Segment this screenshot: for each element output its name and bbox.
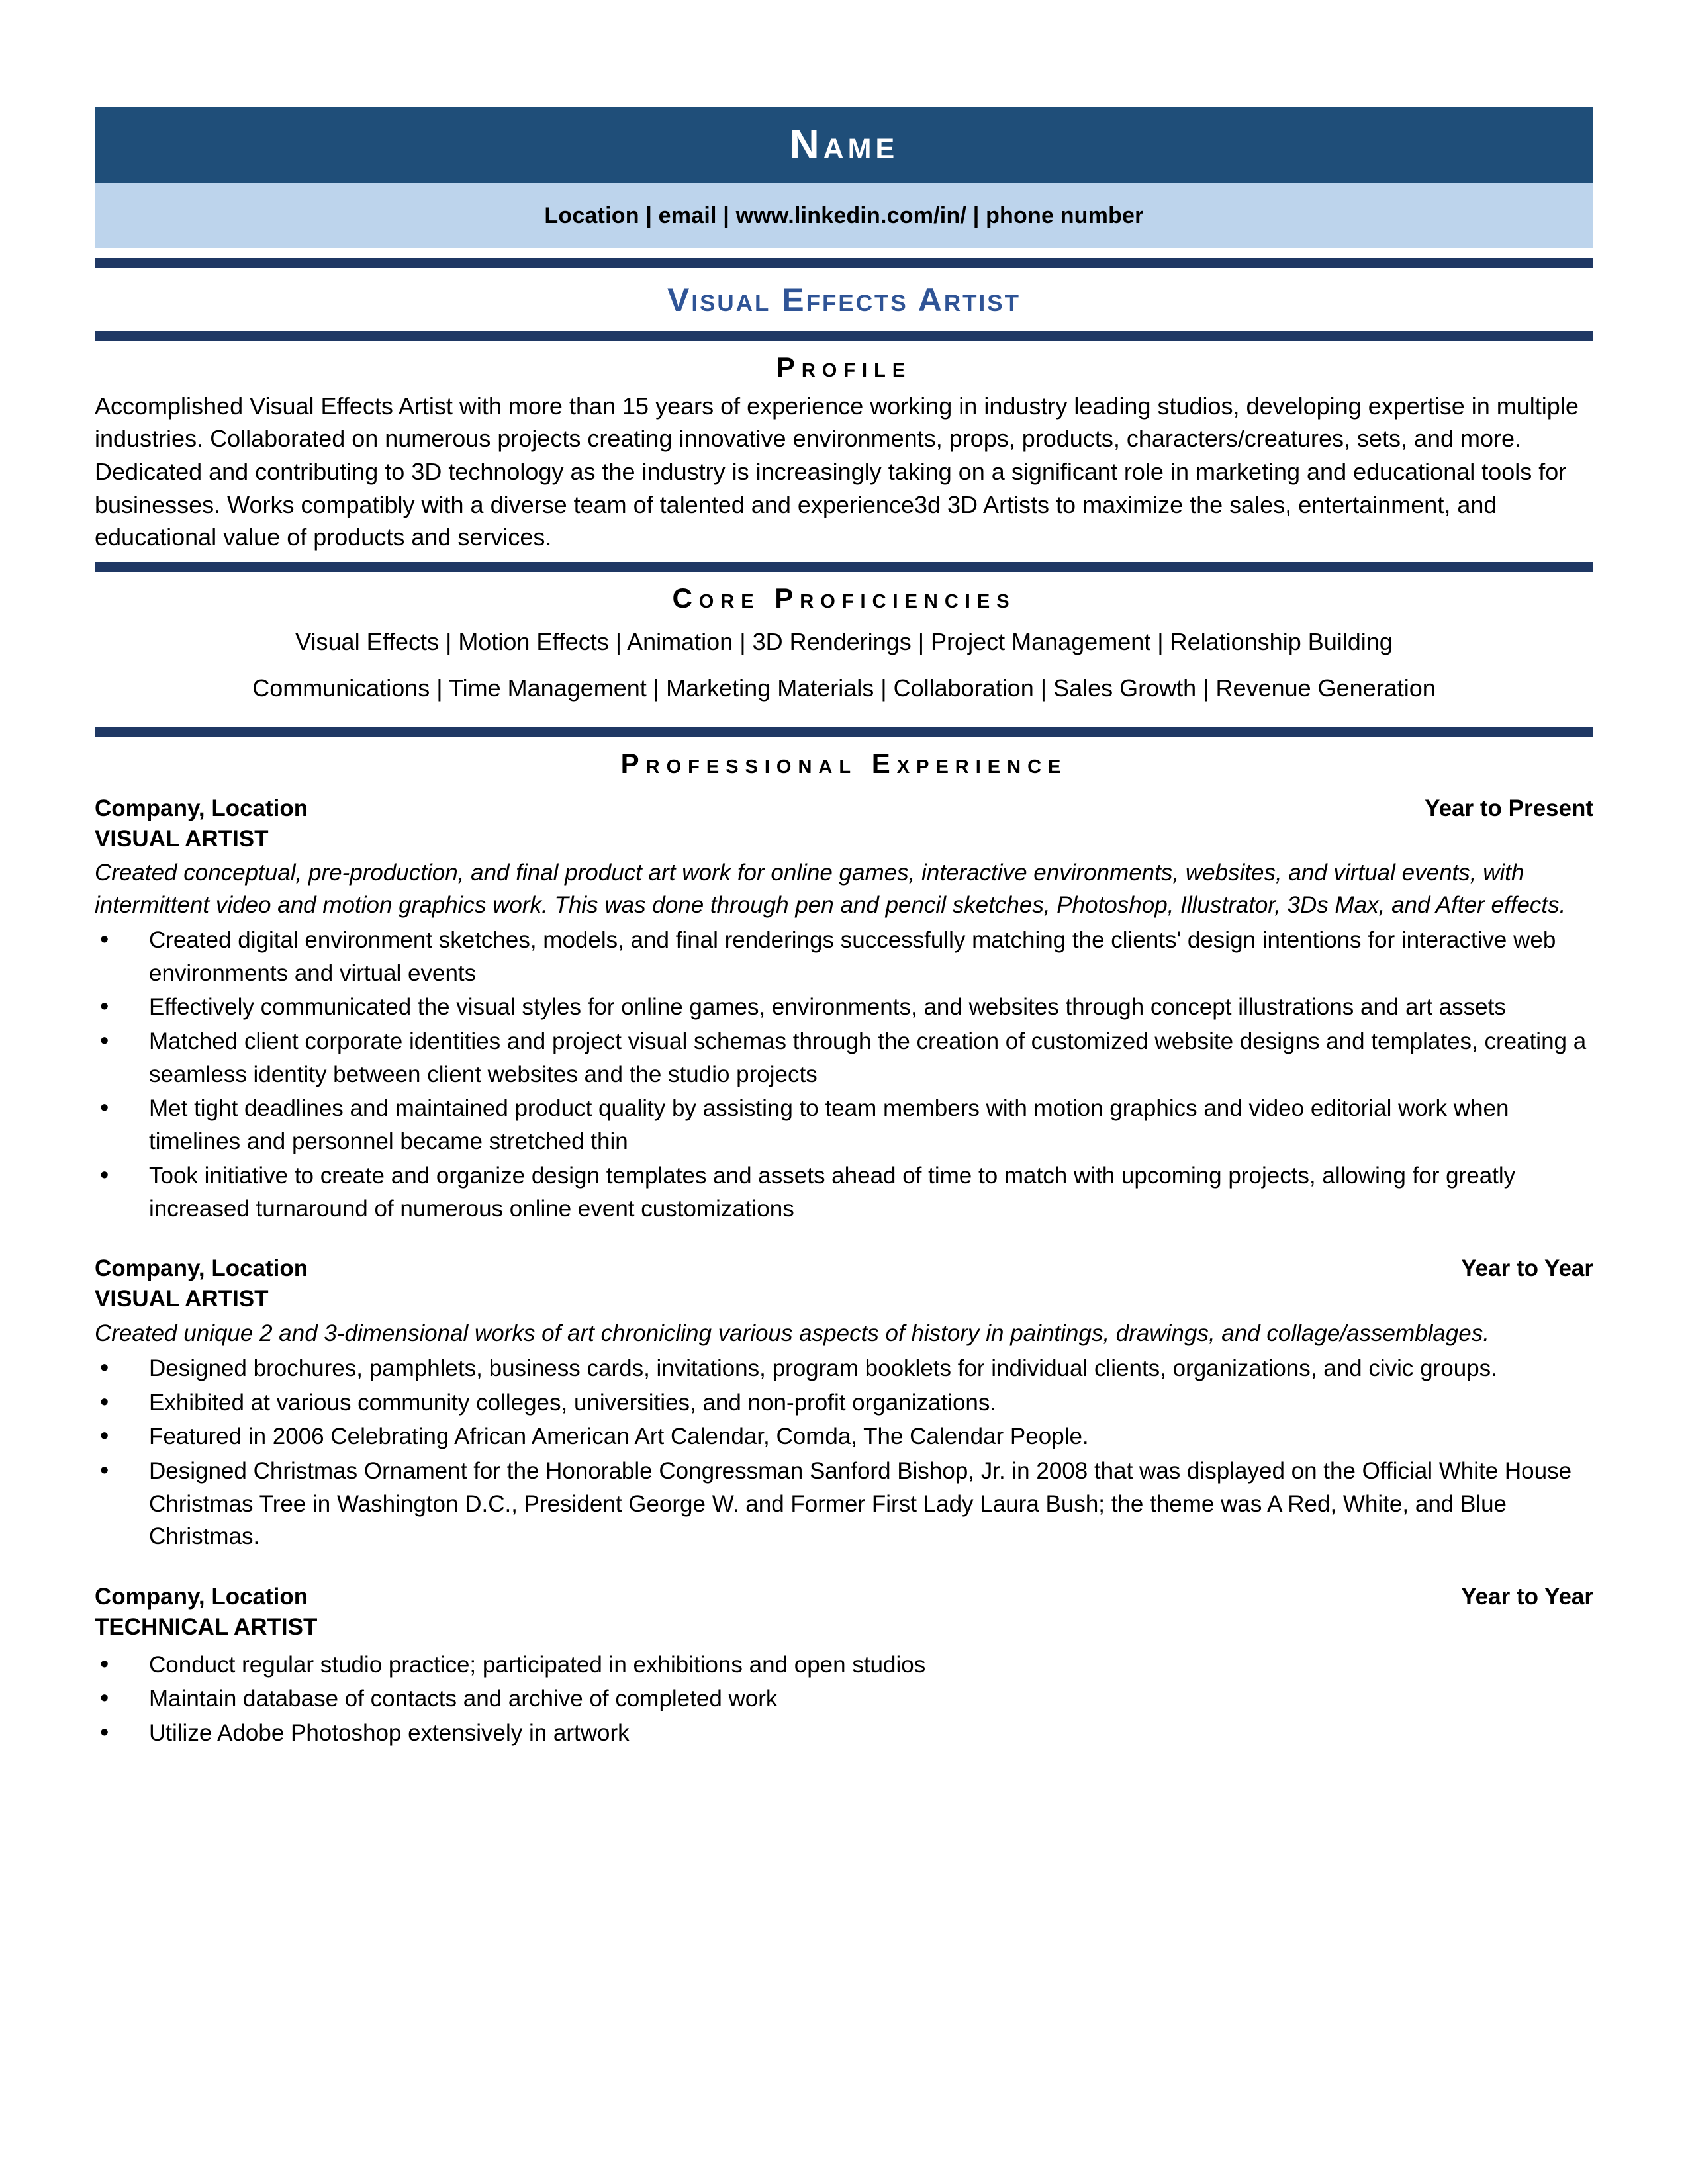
list-item: • Took initiative to create and organize design templates and assets ahead of time to match with upcoming projects, allowing for greatly increased turnaround of numerous online event customizations — [95, 1160, 1593, 1225]
name-banner — [95, 107, 1593, 183]
job-summary: Created conceptual, pre-production, and final product art work for online games, interactive environments, websites, and virtual events, with intermittent video and motion graphics work. This was done through pen and pencil sketches, Photoshop, Illustrator, 3Ds Max, and After effects. — [95, 860, 1566, 918]
company-location: Company, Location — [95, 795, 308, 821]
experience-entry — [95, 794, 1593, 1225]
job-summary: Created unique 2 and 3-dimensional works of art chronicling various aspects of history in paintings, drawings, and collage/assemblages. — [95, 1320, 1489, 1346]
core-proficiencies-line-1: Visual Effects | Motion Effects | Animation | 3D Renderings | Project Management | Relationship Building — [295, 628, 1393, 656]
employment-dates: Year to Year — [1461, 1255, 1593, 1282]
resume-content-column — [95, 0, 1593, 1751]
company-location: Company, Location — [95, 1255, 308, 1282]
list-item: • Created digital environment sketches, models, and final renderings successfully matching the clients' design intentions for interactive web environments and virtual events — [95, 924, 1593, 989]
list-item: • Utilize Adobe Photoshop extensively in artwork — [95, 1717, 1593, 1750]
experience-header-row — [95, 1582, 1593, 1612]
experience-entry — [95, 1582, 1593, 1750]
job-bullet-list — [95, 1352, 1593, 1553]
job-bullet-list — [95, 924, 1593, 1225]
list-item: • Designed brochures, pamphlets, business cards, invitations, program booklets for individual clients, organizations, and civic groups. — [95, 1352, 1593, 1385]
list-item: • Designed Christmas Ornament for the Honorable Congressman Sanford Bishop, Jr. in 2008 that was displayed on the Official White House Christmas Tree in Washington D.C., President George W. and Former First Lady Laura Bush; the theme was A Red, White, and Blue Christmas. — [95, 1455, 1593, 1553]
job-role-title: TECHNICAL ARTIST — [95, 1614, 318, 1640]
divider-above-professional-experience — [95, 727, 1593, 737]
list-item: • Effectively communicated the visual styles for online games, environments, and websites through concept illustrations and art assets — [95, 991, 1593, 1024]
spacer-before-experience-divider — [95, 711, 1593, 727]
profile-paragraph: Accomplished Visual Effects Artist with more than 15 years of experience working in industry leading studios, developing expertise in multiple industries. Collaborated on numerous projects creating innovative environments, props, products, characters/creatures, sets, and more. Dedicated and contributing to 3D technology as the industry is increasingly taking on a significant role in marketing and educational tools for businesses. Works compatibly with a diverse team of talented and experience3d 3D Artists to maximize the sales, entertainment, and educational value of products and services. — [95, 392, 1579, 551]
list-item: • Exhibited at various community colleges, universities, and non-profit organizations. — [95, 1387, 1593, 1420]
section-heading-profile: Profile — [776, 351, 912, 383]
job-role-title: VISUAL ARTIST — [95, 1285, 269, 1312]
experience-header-row — [95, 794, 1593, 823]
divider-above-job-title — [95, 258, 1593, 268]
list-item: • Conduct regular studio practice; participated in exhibitions and open studios — [95, 1649, 1593, 1682]
spacer-after-contact — [95, 248, 1593, 258]
core-proficiencies-line-2: Communications | Time Management | Marketing Materials | Collaboration | Sales Growth | Revenue Generation — [252, 674, 1436, 702]
list-item: • Maintain database of contacts and archive of completed work — [95, 1682, 1593, 1715]
section-heading-professional-experience: Professional Experience — [620, 747, 1068, 779]
divider-above-core-proficiencies — [95, 562, 1593, 572]
employment-dates: Year to Present — [1425, 795, 1593, 821]
job-bullet-list — [95, 1649, 1593, 1750]
professional-title: Visual Effects Artist — [667, 281, 1021, 318]
list-item: • Matched client corporate identities and project visual schemas through the creation of customized website designs and templates, creating a seamless identity between client websites and the studio projects — [95, 1025, 1593, 1091]
job-role-title: VISUAL ARTIST — [95, 825, 269, 852]
section-heading-core-proficiencies: Core Proficiencies — [672, 582, 1016, 614]
experience-header-row — [95, 1254, 1593, 1283]
list-item: • Met tight deadlines and maintained product quality by assisting to team members with motion graphics and video editorial work when timelines and personnel became stretched thin — [95, 1092, 1593, 1158]
list-item: • Featured in 2006 Celebrating African American Art Calendar, Comda, The Calendar People. — [95, 1420, 1593, 1453]
divider-above-profile — [95, 331, 1593, 341]
experience-entry — [95, 1254, 1593, 1553]
page-title: Name — [789, 122, 899, 167]
company-location: Company, Location — [95, 1584, 308, 1610]
contact-banner — [95, 183, 1593, 248]
employment-dates: Year to Year — [1461, 1584, 1593, 1610]
contact-line: Location | email | www.linkedin.com/in/ | phone number — [544, 203, 1144, 228]
